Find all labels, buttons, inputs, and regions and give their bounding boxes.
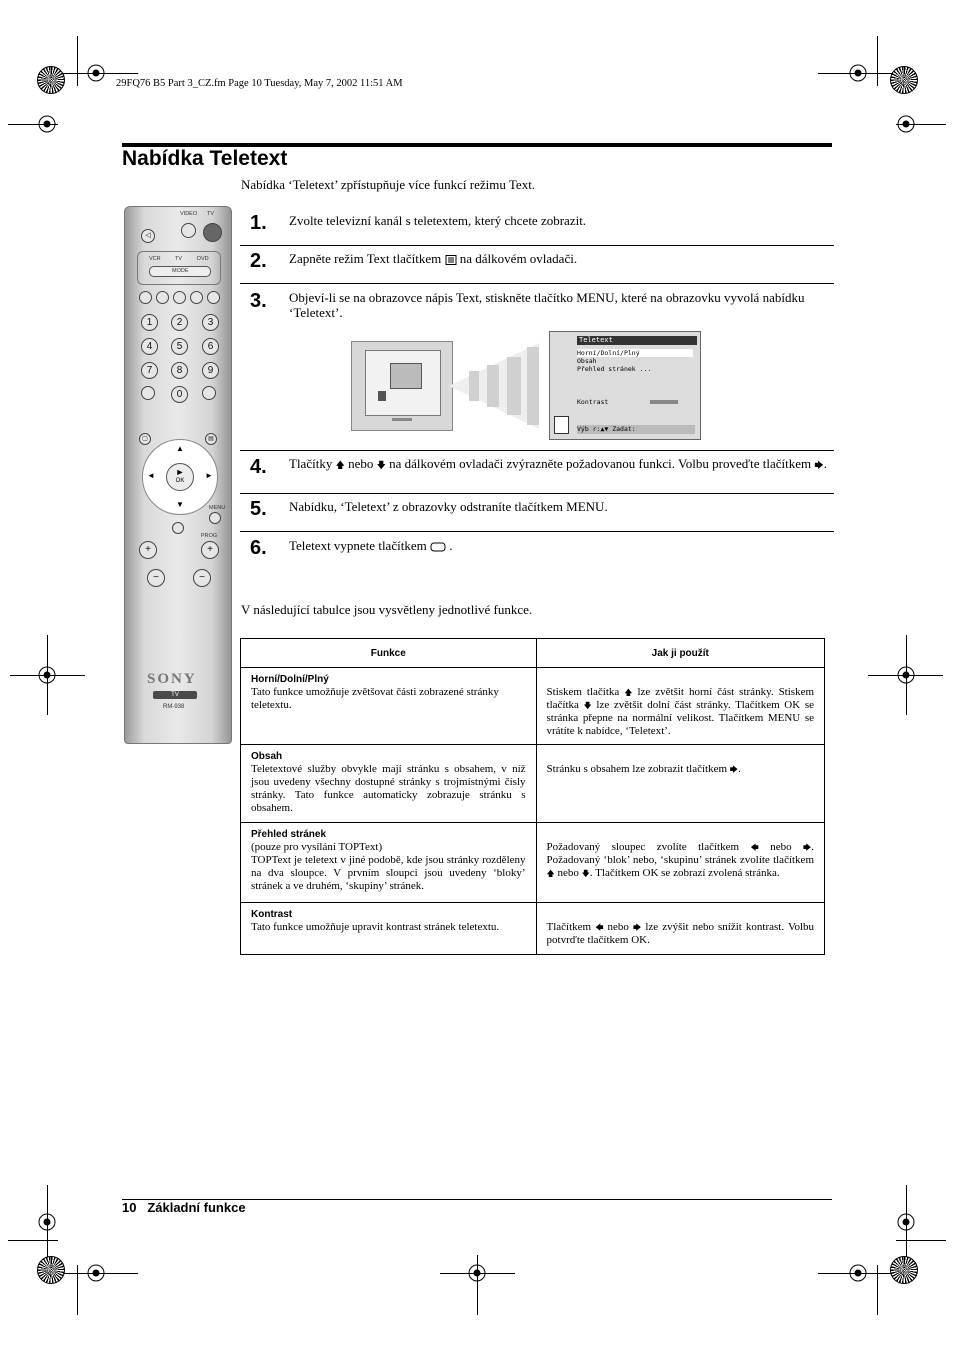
remote-digit-9: 9: [202, 362, 219, 379]
usage-text: Stránku s obsahem lze zobrazit tlačítkem: [546, 763, 728, 775]
down-arrow-icon: 🡇: [581, 869, 590, 878]
remote-digit-2: 2: [171, 314, 188, 331]
table-header-usage: Jak ji použít: [536, 639, 824, 668]
step-number: 6.: [250, 537, 267, 559]
remote-source-tv: TV: [175, 256, 183, 262]
functions-table: [240, 638, 825, 955]
teletext-menu-screenshot: [549, 331, 701, 440]
table-cell-function: [241, 668, 537, 745]
down-arrow-icon: 🡇: [583, 701, 592, 710]
color-rosette: [890, 66, 918, 94]
step-text-part: .: [823, 456, 827, 471]
teletext-icon: [445, 255, 457, 265]
remote-menu-label: MENU: [209, 505, 226, 511]
function-name: Kontrast: [251, 909, 293, 920]
remote-small-button: [202, 386, 216, 400]
page-footer: [122, 1200, 246, 1215]
remote-digit-3: 3: [202, 314, 219, 331]
remote-small-button: [207, 291, 220, 304]
step-divider: [240, 450, 834, 451]
usage-text: lze zvýšit nebo snížit kontrast. Volbu potvrďte tlačítkem OK.: [546, 921, 815, 946]
table-cell-usage: [536, 903, 824, 955]
remote-label-tv: TV: [207, 211, 215, 217]
remote-small-button: [156, 291, 169, 304]
usage-text: nebo: [770, 841, 792, 853]
remote-tv-power-button: [203, 223, 222, 242]
teletext-icon: ▤: [205, 433, 217, 445]
menu-screen-hint: Výb r:▲▼ Zadat:: [577, 425, 695, 434]
right-arrow-icon: 🡆: [633, 923, 642, 932]
usage-text: .: [738, 763, 741, 775]
step-text: [289, 251, 829, 266]
step-text: [289, 456, 829, 473]
right-arrow-icon: 🡆: [729, 765, 739, 774]
table-row: [241, 745, 825, 823]
step-number: 1.: [250, 212, 267, 234]
remote-digit-0: 0: [171, 386, 188, 403]
step-text-part: nebo: [348, 456, 374, 471]
step-divider: [240, 245, 834, 246]
step-text: Objeví-li se na obrazovce nápis Text, stiskněte tlačítko MENU, které na obrazovku vyvolá nabídku ‘Teletext’.: [289, 290, 805, 320]
remote-digit-8: 8: [171, 362, 188, 379]
teletext-icon: [554, 416, 569, 434]
step-number: 2.: [250, 250, 267, 272]
function-description: TOPText je teletext v jiné podobě, kde jsou stránky rozděleny na dva sloupce. V prvním sloupci jsou uvedeny ‘bloky’ stránek a ve druhém, ‘skupiny’ stránek.: [251, 854, 526, 892]
section-name: Základní funkce: [147, 1200, 246, 1215]
function-name: Přehled stránek: [251, 829, 327, 840]
menu-screen-item: Obsah: [577, 357, 597, 365]
remote-digit-7: 7: [141, 362, 158, 379]
remote-ok-label: OK: [175, 478, 185, 484]
left-arrow-icon: ◄: [147, 471, 155, 480]
usage-text: nebo: [607, 921, 629, 933]
left-arrow-icon: 🡄: [595, 923, 604, 932]
usage-text: . Tlačítkem OK se zobrazí zvolená stránka.: [589, 867, 780, 879]
tv-icon: ▢: [139, 433, 151, 445]
remote-label-video: VIDEO: [180, 211, 198, 217]
step-text-part: Teletext vypnete tlačítkem: [289, 538, 427, 553]
usage-text: . Požadovaný ‘blok’ nebo, ‘skupinu’ stránek zvolíte tlačítkem: [546, 841, 815, 866]
remote-small-button: [172, 522, 184, 534]
remote-small-button: [139, 291, 152, 304]
up-arrow-icon: ▲: [176, 444, 184, 453]
remote-digit-1: 1: [141, 314, 158, 331]
remote-video-power-button: [181, 223, 196, 238]
usage-text: Požadovaný sloupec zvolíte tlačítkem: [546, 841, 740, 853]
function-description: Tato funkce umožňuje zvětšovat části zobrazené stránky teletextu.: [251, 686, 499, 711]
menu-screen-item: Horní/Dolní/Plný: [577, 349, 693, 357]
table-intro: V následující tabulce jsou vysvětleny jednotlivé funkce.: [241, 602, 533, 617]
function-description: (pouze pro vysílání TOPText): [251, 841, 383, 853]
page-title: Nabídka Teletext: [122, 147, 288, 170]
step-divider: [240, 531, 834, 532]
right-arrow-icon: 🡆: [814, 460, 824, 470]
remote-mode-label: MODE: [172, 268, 189, 274]
function-name: Obsah: [251, 751, 283, 762]
right-arrow-icon: 🡆: [803, 843, 812, 852]
step-text: [289, 538, 829, 553]
table-row: [241, 668, 825, 745]
remote-prog-label: PROG: [201, 533, 218, 539]
color-rosette: [37, 66, 65, 94]
remote-source-dvd: DVD: [197, 256, 209, 262]
remote-small-button: [141, 386, 155, 400]
page-number: 10: [122, 1200, 137, 1215]
function-name: Horní/Dolní/Plný: [251, 674, 329, 685]
step-text-part: na dálkovém ovladači zvýrazněte požadovanou funkci. Volbu proveďte tlačítkem: [389, 456, 812, 471]
volume-plus-icon: +: [139, 541, 157, 559]
step-number: 5.: [250, 498, 267, 520]
program-plus-icon: +: [201, 541, 219, 559]
remote-model-label: RM-938: [163, 704, 185, 710]
remote-digit-6: 6: [202, 338, 219, 355]
tv-set-image: [351, 341, 453, 431]
table-cell-function: [241, 903, 537, 955]
sony-logo: SONY: [147, 671, 197, 687]
step-text-part: Zapněte režim Text tlačítkem: [289, 251, 442, 266]
function-description: Tato funkce umožňuje upravit kontrast stránek teletextu.: [251, 921, 500, 933]
table-cell-usage: [536, 668, 824, 745]
right-arrow-icon: ►: [205, 471, 213, 480]
usage-text: Tlačítkem: [546, 921, 592, 933]
color-rosette: [37, 1256, 65, 1284]
menu-screen-title: Teletext: [577, 336, 697, 345]
left-arrow-icon: 🡄: [750, 843, 759, 852]
remote-menu-button: [209, 512, 221, 524]
remote-control-image: [124, 206, 232, 744]
step-divider: [240, 283, 834, 284]
up-arrow-icon: 🡅: [624, 688, 633, 697]
remote-small-button: [173, 291, 186, 304]
table-header-row: [241, 639, 825, 668]
usage-text: nebo: [557, 867, 579, 879]
table-header-function: Funkce: [241, 639, 537, 668]
step-number: 4.: [250, 456, 267, 478]
menu-screen-item: Přehled stránek ...: [577, 365, 652, 373]
mute-icon: ◁: [141, 229, 155, 243]
function-description: Teletextové služby obvykle mají stránku s obsahem, v níž jsou uvedeny všechny dostupné stránky s trojmístnými čísly stránky. Tato funkce automaticky zobrazuje stránku s obsahem.: [251, 763, 526, 814]
menu-screen-contrast-bar: [650, 400, 678, 404]
tv-icon: [430, 542, 446, 552]
usage-text: lze zvětšit dolní část stránky. Tlačítkem OK se stránka přepne na normální velikost. Tlačítkem MENU se vrátíte k nabídce, ‘Teletext’.: [546, 699, 814, 737]
remote-joystick: ► OK ▲ ▼ ◄ ►: [142, 439, 218, 515]
step-number: 3.: [250, 290, 267, 312]
color-rosette: [890, 1256, 918, 1284]
step-text: Zvolte televizní kanál s teletextem, který chcete zobrazit.: [289, 213, 587, 228]
table-cell-function: [241, 745, 537, 823]
table-row: [241, 903, 825, 955]
remote-small-button: [190, 291, 203, 304]
table-cell-usage: [536, 745, 824, 823]
usage-text: Stiskem tlačítka: [546, 686, 620, 698]
step-divider: [240, 493, 834, 494]
intro-text: Nabídka ‘Teletext’ zpřístupňuje více funkcí režimu Text.: [241, 177, 536, 192]
menu-screen-contrast-label: Kontrast: [577, 398, 609, 406]
step-text-part: .: [449, 538, 453, 553]
file-info-header: 29FQ76 B5 Part 3_CZ.fm Page 10 Tuesday, May 7, 2002 11:51 AM: [116, 78, 403, 89]
remote-tv-badge: TV: [153, 691, 197, 699]
up-arrow-icon: 🡅: [546, 869, 555, 878]
down-arrow-icon: ▼: [176, 500, 184, 509]
table-cell-function: [241, 823, 537, 903]
usage-text: lze zvětšit horní část stránky. Stiskem tlačítka: [546, 686, 815, 711]
up-arrow-icon: 🡅: [335, 460, 345, 470]
program-minus-icon: −: [193, 569, 211, 587]
down-arrow-icon: 🡇: [376, 460, 386, 470]
table-row: [241, 823, 825, 903]
zoom-projection-graphic: [447, 341, 547, 431]
remote-source-vcr: VCR: [149, 256, 161, 262]
remote-digit-4: 4: [141, 338, 158, 355]
volume-minus-icon: −: [147, 569, 165, 587]
remote-digit-5: 5: [171, 338, 188, 355]
step-text-part: Tlačítky: [289, 456, 333, 471]
table-cell-usage: [536, 823, 824, 903]
step-text: Nabídku, ‘Teletext’ z obrazovky odstraníte tlačítkem MENU.: [289, 499, 608, 514]
step-text-part: na dálkovém ovladači.: [459, 251, 578, 266]
